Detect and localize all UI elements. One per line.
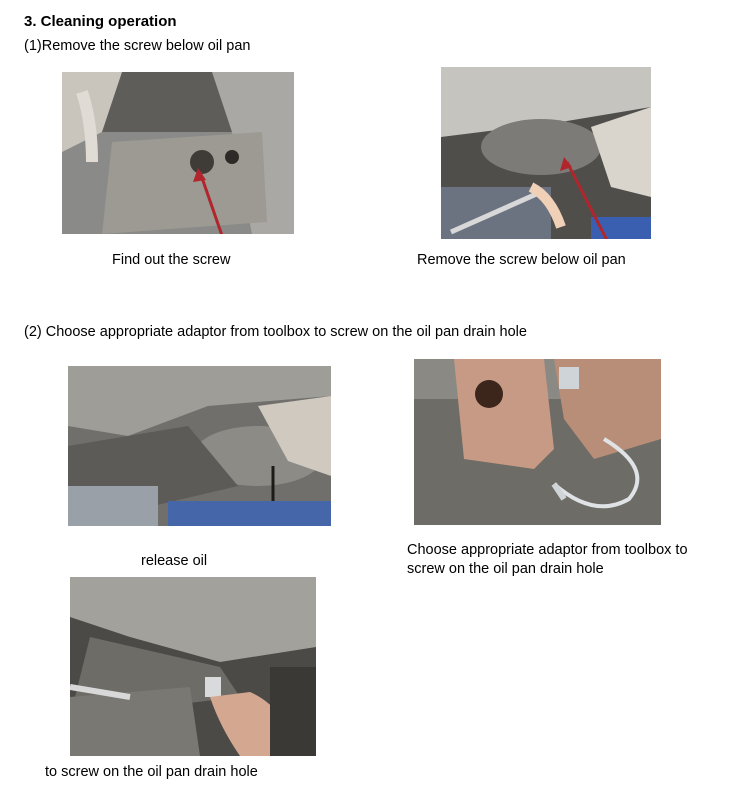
screw-adaptor-caption: to screw on the oil pan drain hole bbox=[45, 764, 258, 780]
screw-adaptor-photo bbox=[70, 577, 316, 756]
step-2-heading: (2) Choose appropriate adaptor from toolbox to screw on the oil pan drain hole bbox=[24, 324, 527, 340]
remove-screw-caption: Remove the screw below oil pan bbox=[417, 252, 626, 268]
choose-adaptor-caption-line-2: screw on the oil pan drain hole bbox=[407, 561, 604, 577]
step-1-heading: (1)Remove the screw below oil pan bbox=[24, 38, 251, 54]
release-oil-caption: release oil bbox=[141, 553, 208, 569]
section-title: 3. Cleaning operation bbox=[24, 13, 177, 30]
find-screw-caption: Find out the screw bbox=[112, 252, 231, 268]
choose-adaptor-photo bbox=[414, 359, 661, 525]
find-screw-photo bbox=[62, 72, 294, 234]
choose-adaptor-caption bbox=[407, 541, 688, 579]
choose-adaptor-caption-line-1: Choose appropriate adaptor from toolbox to bbox=[407, 542, 688, 558]
release-oil-photo bbox=[68, 366, 331, 526]
remove-screw-photo bbox=[441, 67, 651, 239]
